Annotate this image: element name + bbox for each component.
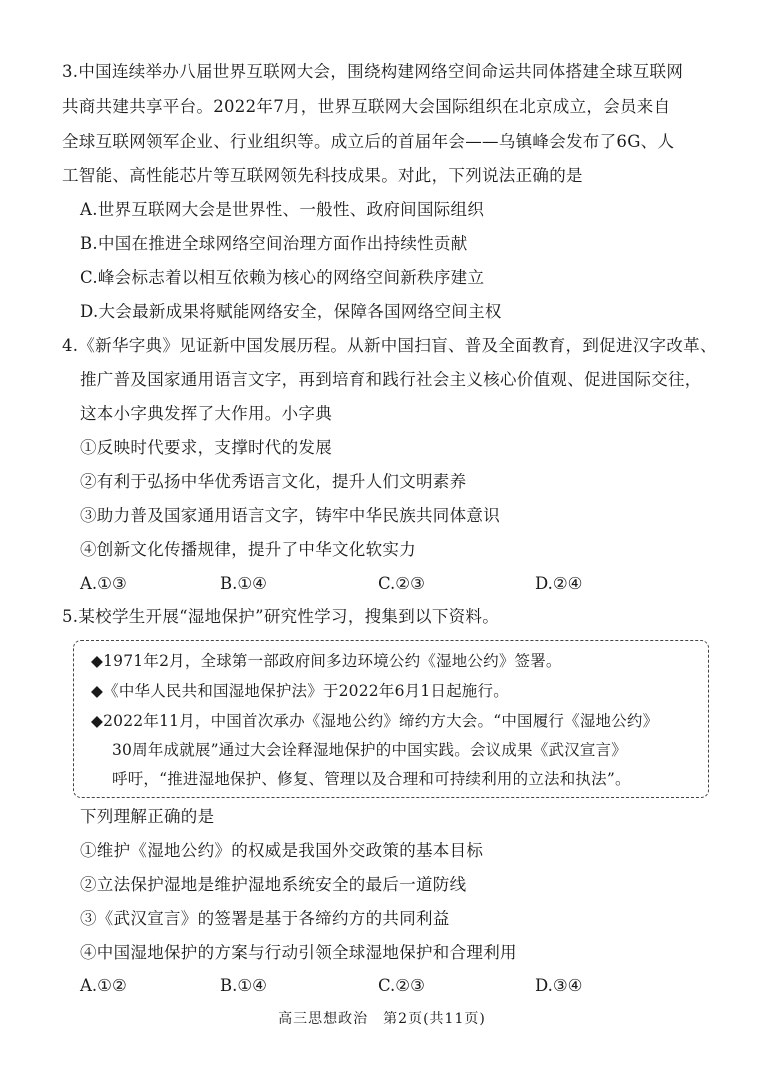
- q4-item-2: ②有利于弘扬中华优秀语言文化，提升人们文明素养: [80, 472, 467, 491]
- q5-question: 下列理解正确的是: [80, 807, 215, 826]
- q4-stem-line-1: 4.《新华字典》见证新中国发展历程。从新中国扫盲、普及全面教育，到促进汉字改革、: [62, 336, 717, 355]
- q3-option-d: D.大会最新成果将赋能网络安全，保障各国网络空间主权: [80, 302, 502, 321]
- q4-choice-b: B.①④: [220, 574, 267, 593]
- q5-material-line-2: ◆《中华人民共和国湿地保护法》于2022年6月1日起施行。: [91, 682, 509, 700]
- q5-item-3: ③《武汉宣言》的签署是基于各缔约方的共同利益: [80, 909, 450, 928]
- q3-stem-line-4: 工智能、高性能芯片等互联网领先科技成果。对此，下列说法正确的是: [62, 166, 583, 185]
- q3-stem-line-2: 共商共建共享平台。2022年7月，世界互联网大会国际组织在北京成立，会员来自: [62, 97, 671, 116]
- page-footer: 高三思想政治 第2页(共11页): [278, 1011, 486, 1027]
- q5-stem: 5.某校学生开展“湿地保护”研究性学习，搜集到以下资料。: [62, 607, 500, 626]
- q5-material-line-5: 呼吁，“推进湿地保护、修复、管理以及合理和可持续利用的立法和执法”。: [112, 770, 631, 788]
- q4-item-3: ③助力普及国家通用语言文字，铸牢中华民族共同体意识: [80, 506, 500, 525]
- q4-choice-c: C.②③: [378, 574, 425, 593]
- q5-material-line-3: ◆2022年11月，中国首次承办《湿地公约》缔约方大会。“中国履行《湿地公约》: [91, 712, 659, 730]
- q3-stem-line-1: 3.中国连续举办八届世界互联网大会，围绕构建网络空间命运共同体搭建全球互联网: [62, 62, 684, 81]
- q4-item-4: ④创新文化传播规律，提升了中华文化软实力: [80, 540, 416, 559]
- q5-choices: [80, 972, 720, 1000]
- q5-item-4: ④中国湿地保护的方案与行动引领全球湿地保护和合理利用: [80, 943, 517, 962]
- q5-material-line-4: 30周年成就展”通过大会诠释湿地保护的中国实践。会议成果《武汉宣言》: [112, 741, 627, 759]
- q5-choice-d: D.③④: [535, 976, 583, 995]
- q3-option-a: A.世界互联网大会是世界性、一般性、政府间国际组织: [80, 200, 485, 219]
- q3-stem-line-3: 全球互联网领军企业、行业组织等。成立后的首届年会——乌镇峰会发布了6G、人: [62, 132, 675, 151]
- q5-material-line-1: ◆1971年2月，全球第一部政府间多边环境公约《湿地公约》签署。: [91, 652, 562, 670]
- q3-option-b: B.中国在推进全球网络空间治理方面作出持续性贡献: [80, 234, 468, 253]
- q5-item-1: ①维护《湿地公约》的权威是我国外交政策的基本目标: [80, 841, 484, 860]
- q4-stem-line-3: 这本小字典发挥了大作用。小字典: [80, 404, 332, 423]
- q3-option-c: C.峰会标志着以相互依赖为核心的网络空间新秩序建立: [80, 268, 485, 287]
- q4-item-1: ①反映时代要求，支撑时代的发展: [80, 438, 332, 457]
- q5-item-2: ②立法保护湿地是维护湿地系统安全的最后一道防线: [80, 875, 467, 894]
- q5-material-box: [73, 640, 709, 798]
- q5-choice-b: B.①④: [220, 976, 267, 995]
- q4-choice-d: D.②④: [535, 574, 583, 593]
- q5-choice-c: C.②③: [378, 976, 425, 995]
- q4-choice-a: A.①③: [80, 574, 127, 593]
- q4-choices: [80, 570, 720, 598]
- q4-stem-line-2: 推广普及国家通用语言文字，再到培育和践行社会主义核心价值观、促进国际交往，: [80, 370, 702, 389]
- q5-choice-a: A.①②: [80, 976, 127, 995]
